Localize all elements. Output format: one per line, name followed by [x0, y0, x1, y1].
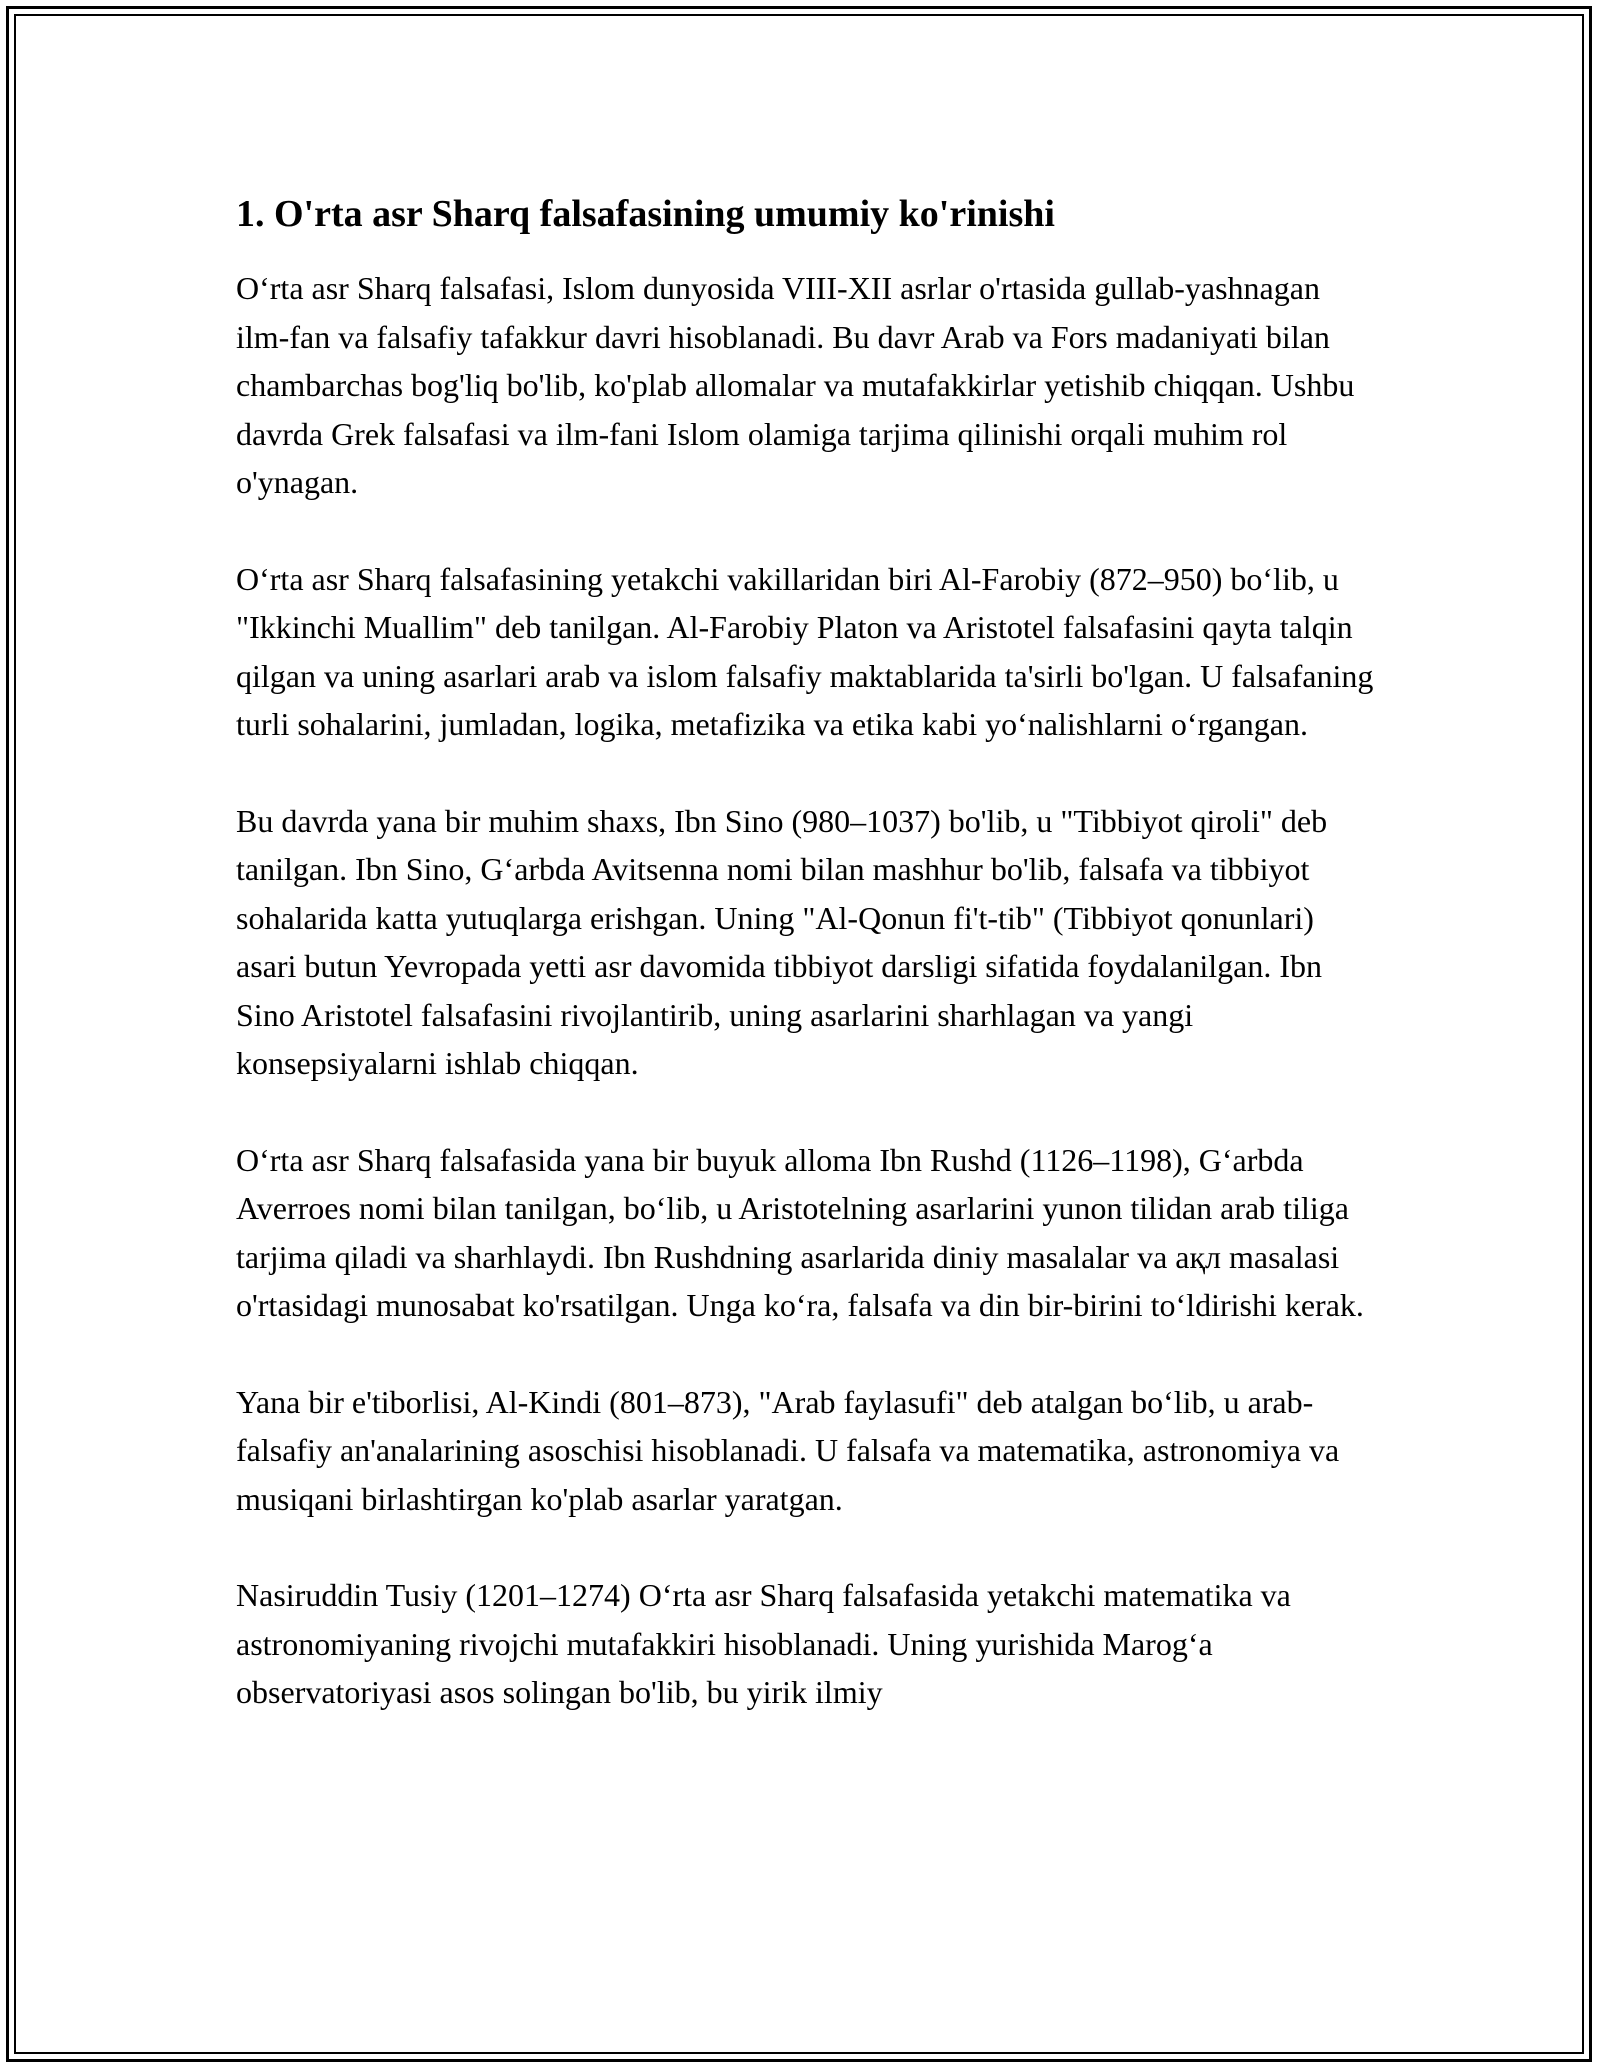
section-heading: 1. O'rta asr Sharq falsafasining umumiy ko'rinishi [236, 193, 1055, 235]
paragraph-al-kindi: Yana bir e'tiborlisi, Al-Kindi (801–873), "Arab faylasufi" deb atalgan bo‘lib, u arab-falsafiy an'analarining asoschisi hisoblanadi. U falsafa va matematika, astronomiya va musiqani birlashtirgan ko'plab asarlar yaratgan. [236, 1383, 1340, 1517]
paragraph-intro: O‘rta asr Sharq falsafasi, Islom dunyosida VIII-XII asrlar o'rtasida gullab-yashnagan ilm-fan va falsafiy tafakkur davri hisoblanadi. Bu davr Arab va Fors madaniyati bilan chambarchas bog'liq bo'lib, ko'plab allomalar va mutafakkirlar yetishib chiqqan. Ushbu davrda Grek falsafasi va ilm-fani Islom olamiga tarjima qilinishi orqali muhim rol o'ynagan. [236, 270, 1355, 500]
document-body [236, 190, 1376, 1765]
paragraph-ibn-sino: Bu davrda yana bir muhim shaxs, Ibn Sino (980–1037) bo'lib, u "Tibbiyot qiroli" deb tanilgan. Ibn Sino, G‘arbda Avitsenna nomi bilan mashhur bo'lib, falsafa va tibbiyot sohalarida katta yutuqlarga erishgan. Uning "Al-Qonun fi't-tib" (Tibbiyot qonunlari) asari butun Yevropada yetti asr davomida tibbiyot darsligi sifatida foydalanilgan. Ibn Sino Aristotel falsafasini rivojlantirib, uning asarlarini sharhlagan va yangi konsepsiyalarni ishlab chiqqan. [236, 802, 1328, 1081]
paragraph-ibn-rushd: O‘rta asr Sharq falsafasida yana bir buyuk alloma Ibn Rushd (1126–1198), G‘arbda Averroes nomi bilan tanilgan, bo‘lib, u Aristotelning asarlarini yunon tilidan arab tiliga tarjima qiladi va sharhlaydi. Ibn Rushdning asarlarida diniy masalalar va aқл masalasi o'rtasidagi munosabat ko'rsatilgan. Unga ko‘ra, falsafa va din bir-birini to‘ldirishi kerak. [236, 1141, 1364, 1323]
paragraph-tusiy: Nasiruddin Tusiy (1201–1274) O‘rta asr Sharq falsafasida yetakchi matematika va astronomiyaning rivojchi mutafakkiri hisoblanadi. Uning yurishida Marog‘a observatoriyasi asos solingan bo'lib, bu yirik ilmiy [236, 1577, 1291, 1710]
paragraph-al-farobiy: O‘rta asr Sharq falsafasining yetakchi vakillaridan biri Al-Farobiy (872–950) bo‘lib, u "Ikkinchi Muallim" deb tanilgan. Al-Farobiy Platon va Aristotel falsafasini qayta talqin qilgan va uning asarlari arab va islom falsafiy maktablarida ta'sirli bo'lgan. U falsafaning turli sohalarini, jumladan, logika, metafizika va etika kabi yo‘nalishlarni o‘rgangan. [236, 560, 1374, 742]
